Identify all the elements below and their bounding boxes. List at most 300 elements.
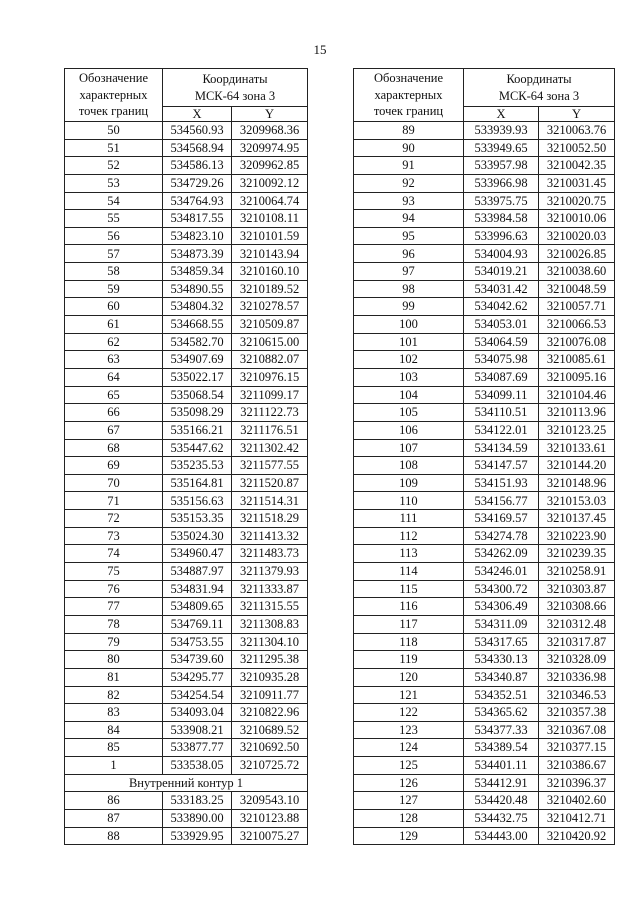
point-id-cell: 112 — [354, 527, 464, 545]
header-point-label: Обозначение характерных точек границ — [354, 69, 464, 122]
point-id-cell: 120 — [354, 668, 464, 686]
x-coordinate-cell: 534907.69 — [163, 351, 232, 369]
table-row — [65, 563, 308, 581]
table-row — [354, 527, 615, 545]
table-row — [354, 668, 615, 686]
x-coordinate-cell: 534739.60 — [163, 651, 232, 669]
point-id-cell: 91 — [354, 157, 464, 175]
y-coordinate-cell: 3210144.20 — [539, 457, 615, 475]
point-id-cell: 87 — [65, 809, 163, 827]
page-number: 15 — [313, 42, 327, 57]
x-coordinate-cell: 535153.35 — [163, 510, 232, 528]
y-coordinate-cell: 3210048.59 — [539, 280, 615, 298]
point-id-cell: 121 — [354, 686, 464, 704]
point-id-cell: 110 — [354, 492, 464, 510]
table-row — [354, 827, 615, 845]
x-coordinate-cell: 534401.11 — [464, 757, 539, 775]
table-row — [65, 404, 308, 422]
y-coordinate-cell: 3210367.08 — [539, 721, 615, 739]
point-id-cell: 97 — [354, 263, 464, 281]
y-coordinate-cell: 3210258.91 — [539, 563, 615, 581]
y-coordinate-cell: 3210328.09 — [539, 651, 615, 669]
point-id-cell: 62 — [65, 333, 163, 351]
point-id-cell: 51 — [65, 139, 163, 157]
table-row — [354, 774, 615, 792]
y-coordinate-cell: 3210063.76 — [539, 122, 615, 140]
point-id-cell: 50 — [65, 122, 163, 140]
x-coordinate-cell: 535235.53 — [163, 457, 232, 475]
point-id-cell: 109 — [354, 474, 464, 492]
point-id-cell: 70 — [65, 474, 163, 492]
y-coordinate-cell: 3210101.59 — [232, 227, 308, 245]
y-coordinate-cell: 3210108.11 — [232, 210, 308, 228]
point-id-cell: 129 — [354, 827, 464, 845]
y-coordinate-cell: 3210010.06 — [539, 210, 615, 228]
x-coordinate-cell: 533957.98 — [464, 157, 539, 175]
table-row — [65, 263, 308, 281]
point-id-cell: 104 — [354, 386, 464, 404]
y-coordinate-cell: 3211122.73 — [232, 404, 308, 422]
x-coordinate-cell: 534960.47 — [163, 545, 232, 563]
table-row — [65, 333, 308, 351]
x-coordinate-cell: 534668.55 — [163, 316, 232, 334]
point-id-cell: 74 — [65, 545, 163, 563]
table-row — [65, 174, 308, 192]
x-coordinate-cell: 535447.62 — [163, 439, 232, 457]
y-coordinate-cell: 3210143.94 — [232, 245, 308, 263]
x-coordinate-cell: 534340.87 — [464, 668, 539, 686]
y-coordinate-cell: 3211483.73 — [232, 545, 308, 563]
x-coordinate-cell: 533908.21 — [163, 721, 232, 739]
y-coordinate-cell: 3210066.53 — [539, 316, 615, 334]
x-coordinate-cell: 534443.00 — [464, 827, 539, 845]
header-y: Y — [539, 107, 615, 122]
x-coordinate-cell: 534753.55 — [163, 633, 232, 651]
x-coordinate-cell: 534099.11 — [464, 386, 539, 404]
y-coordinate-cell: 3210113.96 — [539, 404, 615, 422]
x-coordinate-cell: 534042.62 — [464, 298, 539, 316]
y-coordinate-cell: 3210137.45 — [539, 510, 615, 528]
x-coordinate-cell: 534317.65 — [464, 633, 539, 651]
y-coordinate-cell: 3210725.72 — [232, 757, 308, 775]
x-coordinate-cell: 534831.94 — [163, 580, 232, 598]
y-coordinate-cell: 3210092.12 — [232, 174, 308, 192]
table-row — [65, 704, 308, 722]
x-coordinate-cell: 534306.49 — [464, 598, 539, 616]
x-coordinate-cell: 534064.59 — [464, 333, 539, 351]
table-row — [354, 704, 615, 722]
x-coordinate-cell: 534300.72 — [464, 580, 539, 598]
table-row — [354, 280, 615, 298]
table-row — [354, 474, 615, 492]
table-row — [65, 686, 308, 704]
point-id-cell: 71 — [65, 492, 163, 510]
table-row — [65, 809, 308, 827]
point-id-cell: 105 — [354, 404, 464, 422]
table-row — [354, 404, 615, 422]
table-row — [354, 792, 615, 810]
y-coordinate-cell: 3210239.35 — [539, 545, 615, 563]
x-coordinate-cell: 535164.81 — [163, 474, 232, 492]
table-row — [354, 633, 615, 651]
point-id-cell: 114 — [354, 563, 464, 581]
x-coordinate-cell: 533984.58 — [464, 210, 539, 228]
x-coordinate-cell: 534890.55 — [163, 280, 232, 298]
x-coordinate-cell: 533183.25 — [163, 792, 232, 810]
table-row — [354, 245, 615, 263]
x-coordinate-cell: 534377.33 — [464, 721, 539, 739]
x-coordinate-cell: 534134.59 — [464, 439, 539, 457]
table-row — [354, 457, 615, 475]
header-y: Y — [232, 107, 308, 122]
x-coordinate-cell: 535022.17 — [163, 368, 232, 386]
point-id-cell: 122 — [354, 704, 464, 722]
table-row — [354, 686, 615, 704]
y-coordinate-cell: 3210882.07 — [232, 351, 308, 369]
x-coordinate-cell: 534412.91 — [464, 774, 539, 792]
point-id-cell: 92 — [354, 174, 464, 192]
x-coordinate-cell: 534295.77 — [163, 668, 232, 686]
table-row — [65, 633, 308, 651]
x-coordinate-cell: 534246.01 — [464, 563, 539, 581]
y-coordinate-cell: 3209974.95 — [232, 139, 308, 157]
point-id-cell: 77 — [65, 598, 163, 616]
point-id-cell: 117 — [354, 615, 464, 633]
y-coordinate-cell: 3209962.85 — [232, 157, 308, 175]
table-row — [354, 580, 615, 598]
table-row — [65, 510, 308, 528]
table-row — [354, 210, 615, 228]
y-coordinate-cell: 3210692.50 — [232, 739, 308, 757]
x-coordinate-cell: 534075.98 — [464, 351, 539, 369]
point-id-cell: 93 — [354, 192, 464, 210]
y-coordinate-cell: 3210123.88 — [232, 809, 308, 827]
table-row — [65, 457, 308, 475]
table-row — [65, 351, 308, 369]
table-row — [354, 721, 615, 739]
table-row — [354, 263, 615, 281]
table-row — [65, 157, 308, 175]
point-id-cell: 72 — [65, 510, 163, 528]
y-coordinate-cell: 3210189.52 — [232, 280, 308, 298]
point-id-cell: 55 — [65, 210, 163, 228]
table-row — [65, 280, 308, 298]
x-coordinate-cell: 533949.65 — [464, 139, 539, 157]
table-row — [65, 122, 308, 140]
x-coordinate-cell: 534031.42 — [464, 280, 539, 298]
table-row — [65, 668, 308, 686]
x-coordinate-cell: 535024.30 — [163, 527, 232, 545]
point-id-cell: 98 — [354, 280, 464, 298]
y-coordinate-cell: 3209968.36 — [232, 122, 308, 140]
point-id-cell: 126 — [354, 774, 464, 792]
x-coordinate-cell: 535068.54 — [163, 386, 232, 404]
y-coordinate-cell: 3211302.42 — [232, 439, 308, 457]
x-coordinate-cell: 534254.54 — [163, 686, 232, 704]
x-coordinate-cell: 534586.13 — [163, 157, 232, 175]
point-id-cell: 99 — [354, 298, 464, 316]
x-coordinate-cell: 534420.48 — [464, 792, 539, 810]
point-id-cell: 101 — [354, 333, 464, 351]
y-coordinate-cell: 3211333.87 — [232, 580, 308, 598]
x-coordinate-cell: 534093.04 — [163, 704, 232, 722]
x-coordinate-cell: 534151.93 — [464, 474, 539, 492]
y-coordinate-cell: 3210095.16 — [539, 368, 615, 386]
table-row — [65, 545, 308, 563]
point-id-cell: 78 — [65, 615, 163, 633]
y-coordinate-cell: 3209543.10 — [232, 792, 308, 810]
point-id-cell: 67 — [65, 421, 163, 439]
y-coordinate-cell: 3211518.29 — [232, 510, 308, 528]
table-row — [65, 139, 308, 157]
y-coordinate-cell: 3210064.74 — [232, 192, 308, 210]
point-id-cell: 127 — [354, 792, 464, 810]
point-id-cell: 58 — [65, 263, 163, 281]
table-row — [354, 298, 615, 316]
table-row — [354, 421, 615, 439]
y-coordinate-cell: 3210911.77 — [232, 686, 308, 704]
y-coordinate-cell: 3210076.08 — [539, 333, 615, 351]
point-id-cell: 80 — [65, 651, 163, 669]
x-coordinate-cell: 534560.93 — [163, 122, 232, 140]
y-coordinate-cell: 3211514.31 — [232, 492, 308, 510]
y-coordinate-cell: 3210123.25 — [539, 421, 615, 439]
y-coordinate-cell: 3210377.15 — [539, 739, 615, 757]
point-id-cell: 76 — [65, 580, 163, 598]
table-row — [354, 615, 615, 633]
x-coordinate-cell: 534147.57 — [464, 457, 539, 475]
table-row — [354, 157, 615, 175]
point-id-cell: 64 — [65, 368, 163, 386]
table-row — [65, 615, 308, 633]
table-row — [354, 510, 615, 528]
x-coordinate-cell: 534873.39 — [163, 245, 232, 263]
x-coordinate-cell: 534122.01 — [464, 421, 539, 439]
x-coordinate-cell: 534432.75 — [464, 809, 539, 827]
y-coordinate-cell: 3210312.48 — [539, 615, 615, 633]
y-coordinate-cell: 3210976.15 — [232, 368, 308, 386]
point-id-cell: 56 — [65, 227, 163, 245]
table-row — [65, 757, 308, 775]
y-coordinate-cell: 3211413.32 — [232, 527, 308, 545]
y-coordinate-cell: 3210402.60 — [539, 792, 615, 810]
x-coordinate-cell: 534274.78 — [464, 527, 539, 545]
y-coordinate-cell: 3210160.10 — [232, 263, 308, 281]
x-coordinate-cell: 534311.09 — [464, 615, 539, 633]
point-id-cell: 118 — [354, 633, 464, 651]
y-coordinate-cell: 3210057.71 — [539, 298, 615, 316]
point-id-cell: 108 — [354, 457, 464, 475]
point-id-cell: 75 — [65, 563, 163, 581]
point-id-cell: 119 — [354, 651, 464, 669]
table-row — [354, 492, 615, 510]
x-coordinate-cell: 535098.29 — [163, 404, 232, 422]
point-id-cell: 57 — [65, 245, 163, 263]
point-id-cell: 125 — [354, 757, 464, 775]
y-coordinate-cell: 3210223.90 — [539, 527, 615, 545]
point-id-cell: 96 — [354, 245, 464, 263]
x-coordinate-cell: 534817.55 — [163, 210, 232, 228]
x-coordinate-cell: 534859.34 — [163, 263, 232, 281]
header-coordinates: Координаты МСК-64 зона 3 — [464, 69, 615, 107]
x-coordinate-cell: 534330.13 — [464, 651, 539, 669]
table-row — [65, 474, 308, 492]
table-row — [65, 245, 308, 263]
x-coordinate-cell: 534764.93 — [163, 192, 232, 210]
table-row — [65, 210, 308, 228]
table-row — [354, 192, 615, 210]
x-coordinate-cell: 534887.97 — [163, 563, 232, 581]
point-id-cell: 81 — [65, 668, 163, 686]
table-row — [65, 739, 308, 757]
y-coordinate-cell: 3211308.83 — [232, 615, 308, 633]
point-id-cell: 63 — [65, 351, 163, 369]
x-coordinate-cell: 533975.75 — [464, 192, 539, 210]
table-row — [354, 333, 615, 351]
table-row — [354, 386, 615, 404]
y-coordinate-cell: 3210386.67 — [539, 757, 615, 775]
y-coordinate-cell: 3210308.66 — [539, 598, 615, 616]
point-id-cell: 65 — [65, 386, 163, 404]
point-id-cell: 106 — [354, 421, 464, 439]
x-coordinate-cell: 534004.93 — [464, 245, 539, 263]
table-row — [65, 421, 308, 439]
table-row — [65, 192, 308, 210]
x-coordinate-cell: 534019.21 — [464, 263, 539, 281]
point-id-cell: 115 — [354, 580, 464, 598]
x-coordinate-cell: 534087.69 — [464, 368, 539, 386]
point-id-cell: 59 — [65, 280, 163, 298]
y-coordinate-cell: 3210075.27 — [232, 827, 308, 845]
point-id-cell: 85 — [65, 739, 163, 757]
point-id-cell: 102 — [354, 351, 464, 369]
header-point-label: Обозначение характерных точек границ — [65, 69, 163, 122]
point-id-cell: 66 — [65, 404, 163, 422]
point-id-cell: 124 — [354, 739, 464, 757]
x-coordinate-cell: 533966.98 — [464, 174, 539, 192]
y-coordinate-cell: 3210148.96 — [539, 474, 615, 492]
x-coordinate-cell: 535166.21 — [163, 421, 232, 439]
y-coordinate-cell: 3210822.96 — [232, 704, 308, 722]
point-id-cell: 60 — [65, 298, 163, 316]
table-row — [354, 757, 615, 775]
table-row — [354, 227, 615, 245]
table-row — [65, 386, 308, 404]
section-title: Внутренний контур 1 — [65, 774, 308, 792]
table-row — [354, 368, 615, 386]
y-coordinate-cell: 3211304.10 — [232, 633, 308, 651]
y-coordinate-cell: 3210412.71 — [539, 809, 615, 827]
x-coordinate-cell: 534262.09 — [464, 545, 539, 563]
x-coordinate-cell: 533996.63 — [464, 227, 539, 245]
point-id-cell: 79 — [65, 633, 163, 651]
y-coordinate-cell: 3211379.93 — [232, 563, 308, 581]
y-coordinate-cell: 3211295.38 — [232, 651, 308, 669]
y-coordinate-cell: 3210153.03 — [539, 492, 615, 510]
section-row — [65, 774, 308, 792]
point-id-cell: 94 — [354, 210, 464, 228]
point-id-cell: 116 — [354, 598, 464, 616]
table-row — [65, 651, 308, 669]
table-row — [354, 545, 615, 563]
x-coordinate-cell: 534729.26 — [163, 174, 232, 192]
table-row — [354, 122, 615, 140]
point-id-cell: 54 — [65, 192, 163, 210]
y-coordinate-cell: 3210038.60 — [539, 263, 615, 281]
y-coordinate-cell: 3210935.28 — [232, 668, 308, 686]
x-coordinate-cell: 534053.01 — [464, 316, 539, 334]
x-coordinate-cell: 534769.11 — [163, 615, 232, 633]
point-id-cell: 69 — [65, 457, 163, 475]
x-coordinate-cell: 534804.32 — [163, 298, 232, 316]
table-row — [65, 721, 308, 739]
coordinates-table-left — [64, 68, 308, 845]
y-coordinate-cell: 3210509.87 — [232, 316, 308, 334]
y-coordinate-cell: 3210317.87 — [539, 633, 615, 651]
point-id-cell: 73 — [65, 527, 163, 545]
right-table-body — [354, 122, 615, 845]
y-coordinate-cell: 3210104.46 — [539, 386, 615, 404]
header-coordinates: Координаты МСК-64 зона 3 — [163, 69, 308, 107]
y-coordinate-cell: 3210615.00 — [232, 333, 308, 351]
x-coordinate-cell: 533929.95 — [163, 827, 232, 845]
x-coordinate-cell: 534352.51 — [464, 686, 539, 704]
point-id-cell: 68 — [65, 439, 163, 457]
point-id-cell: 52 — [65, 157, 163, 175]
y-coordinate-cell: 3210133.61 — [539, 439, 615, 457]
table-row — [354, 809, 615, 827]
table-row — [354, 351, 615, 369]
x-coordinate-cell: 534156.77 — [464, 492, 539, 510]
table-row — [354, 598, 615, 616]
table-row — [65, 492, 308, 510]
y-coordinate-cell: 3210020.75 — [539, 192, 615, 210]
x-coordinate-cell: 535156.63 — [163, 492, 232, 510]
y-coordinate-cell: 3210336.98 — [539, 668, 615, 686]
table-row — [354, 316, 615, 334]
table-row — [354, 651, 615, 669]
x-coordinate-cell: 534568.94 — [163, 139, 232, 157]
x-coordinate-cell: 534365.62 — [464, 704, 539, 722]
y-coordinate-cell: 3210031.45 — [539, 174, 615, 192]
x-coordinate-cell: 534582.70 — [163, 333, 232, 351]
x-coordinate-cell: 534823.10 — [163, 227, 232, 245]
table-row — [65, 227, 308, 245]
table-row — [354, 563, 615, 581]
table-row — [354, 174, 615, 192]
table-row — [65, 792, 308, 810]
x-coordinate-cell: 534169.57 — [464, 510, 539, 528]
point-id-cell: 86 — [65, 792, 163, 810]
table-row — [65, 527, 308, 545]
point-id-cell: 103 — [354, 368, 464, 386]
x-coordinate-cell: 533538.05 — [163, 757, 232, 775]
table-row — [354, 139, 615, 157]
y-coordinate-cell: 3210396.37 — [539, 774, 615, 792]
table-row — [65, 827, 308, 845]
y-coordinate-cell: 3210420.92 — [539, 827, 615, 845]
table-row — [65, 439, 308, 457]
y-coordinate-cell: 3210020.03 — [539, 227, 615, 245]
point-id-cell: 53 — [65, 174, 163, 192]
y-coordinate-cell: 3211099.17 — [232, 386, 308, 404]
coordinates-table-right — [353, 68, 615, 845]
header-x: X — [163, 107, 232, 122]
y-coordinate-cell: 3210085.61 — [539, 351, 615, 369]
point-id-cell: 82 — [65, 686, 163, 704]
point-id-cell: 95 — [354, 227, 464, 245]
table-row — [354, 439, 615, 457]
